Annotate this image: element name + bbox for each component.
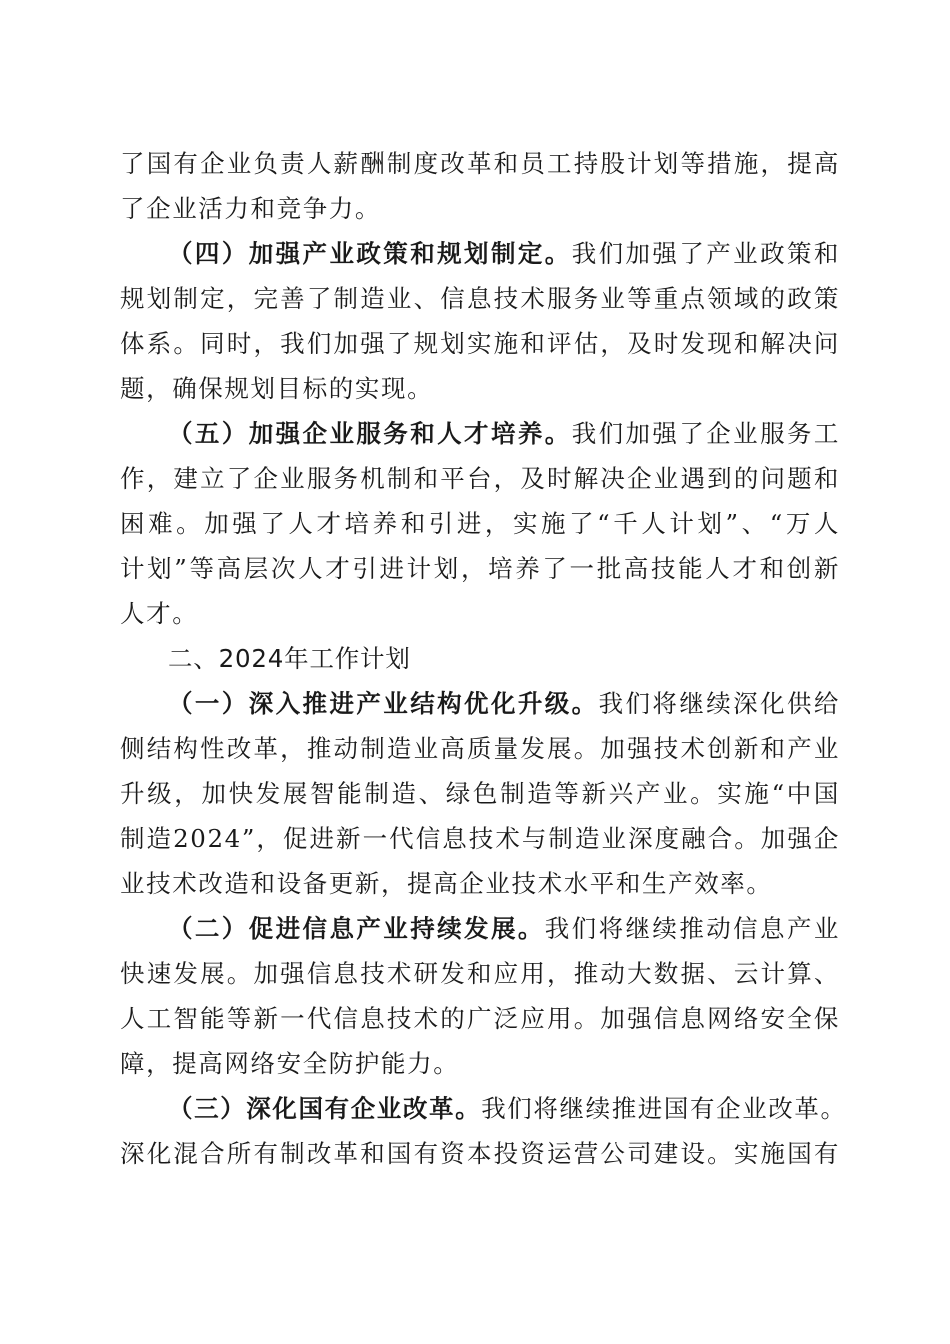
section-4-text: 我们加强了产业政策和 — [571, 239, 840, 268]
section-5-heading: （五）加强企业服务和人才培养。 — [168, 419, 572, 448]
plan-1-line — [168, 689, 840, 719]
text-line: 作，建立了企业服务机制和平台，及时解决企业遇到的问题和 — [120, 464, 840, 493]
text-line: 快速发展。加强信息技术研发和应用，推动大数据、云计算、 — [120, 959, 840, 988]
plan-3-line — [168, 1094, 847, 1124]
text-line: 题，确保规划目标的实现。 — [120, 374, 434, 403]
text-line: 人才。 — [120, 599, 199, 628]
text-line: 计划”等高层次人才引进计划，培养了一批高技能人才和创新 — [120, 554, 840, 583]
text-line: 业技术改造和设备更新，提高企业技术水平和生产效率。 — [120, 869, 773, 898]
section-5-line — [168, 419, 840, 449]
plan-3-text: 我们将继续推进国有企业改革。 — [481, 1094, 847, 1123]
text-line: 体系。同时，我们加强了规划实施和评估，及时发现和解决问 — [120, 329, 840, 358]
text-line: 了企业活力和竞争力。 — [120, 194, 381, 223]
plan-3-heading: （三）深化国有企业改革。 — [168, 1094, 482, 1123]
plan-2-heading: （二）促进信息产业持续发展。 — [168, 914, 545, 943]
section-4-line — [168, 239, 840, 269]
text-line: 深化混合所有制改革和国有资本投资运营公司建设。实施国有 — [120, 1139, 840, 1168]
plan-2-line — [168, 914, 840, 944]
section-5-text: 我们加强了企业服务工 — [571, 419, 840, 448]
text-line: 规划制定，完善了制造业、信息技术服务业等重点领域的政策 — [120, 284, 840, 313]
text-line: 人工智能等新一代信息技术的广泛应用。加强信息网络安全保 — [120, 1004, 840, 1033]
text-line: 困难。加强了人才培养和引进，实施了“千人计划”、“万人 — [120, 509, 840, 538]
text-line: 制造2024”，促进新一代信息技术与制造业深度融合。加强企 — [120, 824, 840, 853]
text-line: 障，提高网络安全防护能力。 — [120, 1049, 460, 1078]
section-4-heading: （四）加强产业政策和规划制定。 — [168, 239, 572, 268]
plan-1-text: 我们将继续深化供给 — [598, 689, 840, 718]
text-line: 侧结构性改革，推动制造业高质量发展。加强技术创新和产业 — [120, 734, 840, 763]
text-line: 升级，加快发展智能制造、绿色制造等新兴产业。实施“中国 — [120, 779, 840, 808]
chapter-heading: 二、2024年工作计划 — [168, 644, 411, 673]
text-line: 了国有企业负责人薪酬制度改革和员工持股计划等措施，提高 — [120, 149, 840, 178]
plan-1-heading: （一）深入推进产业结构优化升级。 — [168, 689, 599, 718]
plan-2-text: 我们将继续推动信息产业 — [544, 914, 840, 943]
